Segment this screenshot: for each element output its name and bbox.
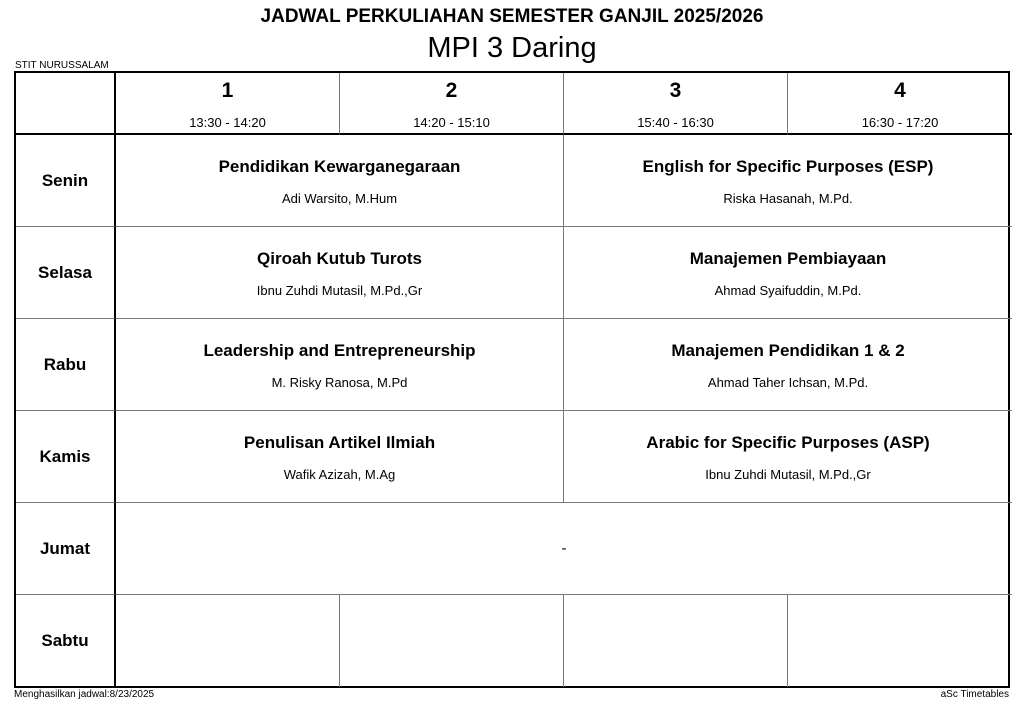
- institution-name: STIT NURUSSALAM: [15, 60, 109, 71]
- lesson-teacher: M. Risky Ranosa, M.Pd: [271, 374, 408, 390]
- lesson-cell: [116, 135, 564, 227]
- lesson-cell: [116, 227, 564, 319]
- lesson-subject: Qiroah Kutub Turots: [257, 248, 422, 268]
- empty-slot-cell: [340, 595, 564, 687]
- day-label-kamis: Kamis: [16, 411, 116, 503]
- period-number: 4: [894, 79, 906, 102]
- lesson-cell: [116, 319, 564, 411]
- lesson-subject: Pendidikan Kewarganegaraan: [218, 156, 461, 176]
- lesson-subject: Leadership and Entrepreneurship: [203, 340, 476, 360]
- period-number: 3: [669, 79, 682, 102]
- class-name: MPI 3 Daring: [427, 32, 597, 64]
- lesson-cell: [564, 227, 1012, 319]
- lesson-cell: [116, 411, 564, 503]
- lesson-subject: Manajemen Pembiayaan: [689, 248, 887, 268]
- day-label-selasa: Selasa: [16, 227, 116, 319]
- day-label-rabu: Rabu: [16, 319, 116, 411]
- lesson-teacher: Ibnu Zuhdi Mutasil, M.Pd.,Gr: [256, 282, 423, 298]
- day-label-senin: Senin: [16, 135, 116, 227]
- no-classes-dash: -: [561, 540, 567, 557]
- lesson-teacher: Wafik Azizah, M.Ag: [283, 466, 396, 482]
- period-number: 1: [221, 79, 234, 102]
- period-header-1: [116, 73, 340, 135]
- lesson-cell: [564, 135, 1012, 227]
- lesson-subject: Arabic for Specific Purposes (ASP): [646, 432, 930, 452]
- period-time: 16:30 - 17:20: [861, 115, 939, 130]
- lesson-teacher: Ahmad Taher Ichsan, M.Pd.: [707, 374, 869, 390]
- lesson-teacher: Riska Hasanah, M.Pd.: [723, 190, 853, 206]
- period-time: 13:30 - 14:20: [189, 115, 266, 130]
- empty-slot-cell: [564, 595, 788, 687]
- software-credit: aSc Timetables: [940, 689, 1009, 700]
- lesson-subject: Manajemen Pendidikan 1 & 2: [671, 340, 905, 360]
- period-header-4: [788, 73, 1012, 135]
- period-header-3: [564, 73, 788, 135]
- lesson-subject: English for Specific Purposes (ESP): [642, 156, 934, 176]
- corner-cell: [16, 73, 116, 135]
- lesson-cell: [564, 411, 1012, 503]
- empty-slot-cell: [788, 595, 1012, 687]
- day-label-jumat: Jumat: [16, 503, 116, 595]
- timetable-grid: [14, 71, 1010, 688]
- lesson-teacher: Adi Warsito, M.Hum: [281, 190, 398, 206]
- period-time: 15:40 - 16:30: [637, 115, 714, 130]
- lesson-cell: [564, 319, 1012, 411]
- period-time: 14:20 - 15:10: [413, 115, 490, 130]
- period-header-2: [340, 73, 564, 135]
- generated-date: Menghasilkan jadwal:8/23/2025: [14, 689, 155, 700]
- timetable-title: JADWAL PERKULIAHAN SEMESTER GANJIL 2025/2026: [260, 6, 764, 27]
- day-label-sabtu: Sabtu: [16, 595, 116, 687]
- day-note-cell: [116, 503, 1012, 595]
- lesson-teacher: Ibnu Zuhdi Mutasil, M.Pd.,Gr: [705, 466, 871, 482]
- period-number: 2: [445, 79, 458, 102]
- lesson-teacher: Ahmad Syaifuddin, M.Pd.: [714, 282, 862, 298]
- empty-slot-cell: [116, 595, 340, 687]
- lesson-subject: Penulisan Artikel Ilmiah: [243, 432, 436, 452]
